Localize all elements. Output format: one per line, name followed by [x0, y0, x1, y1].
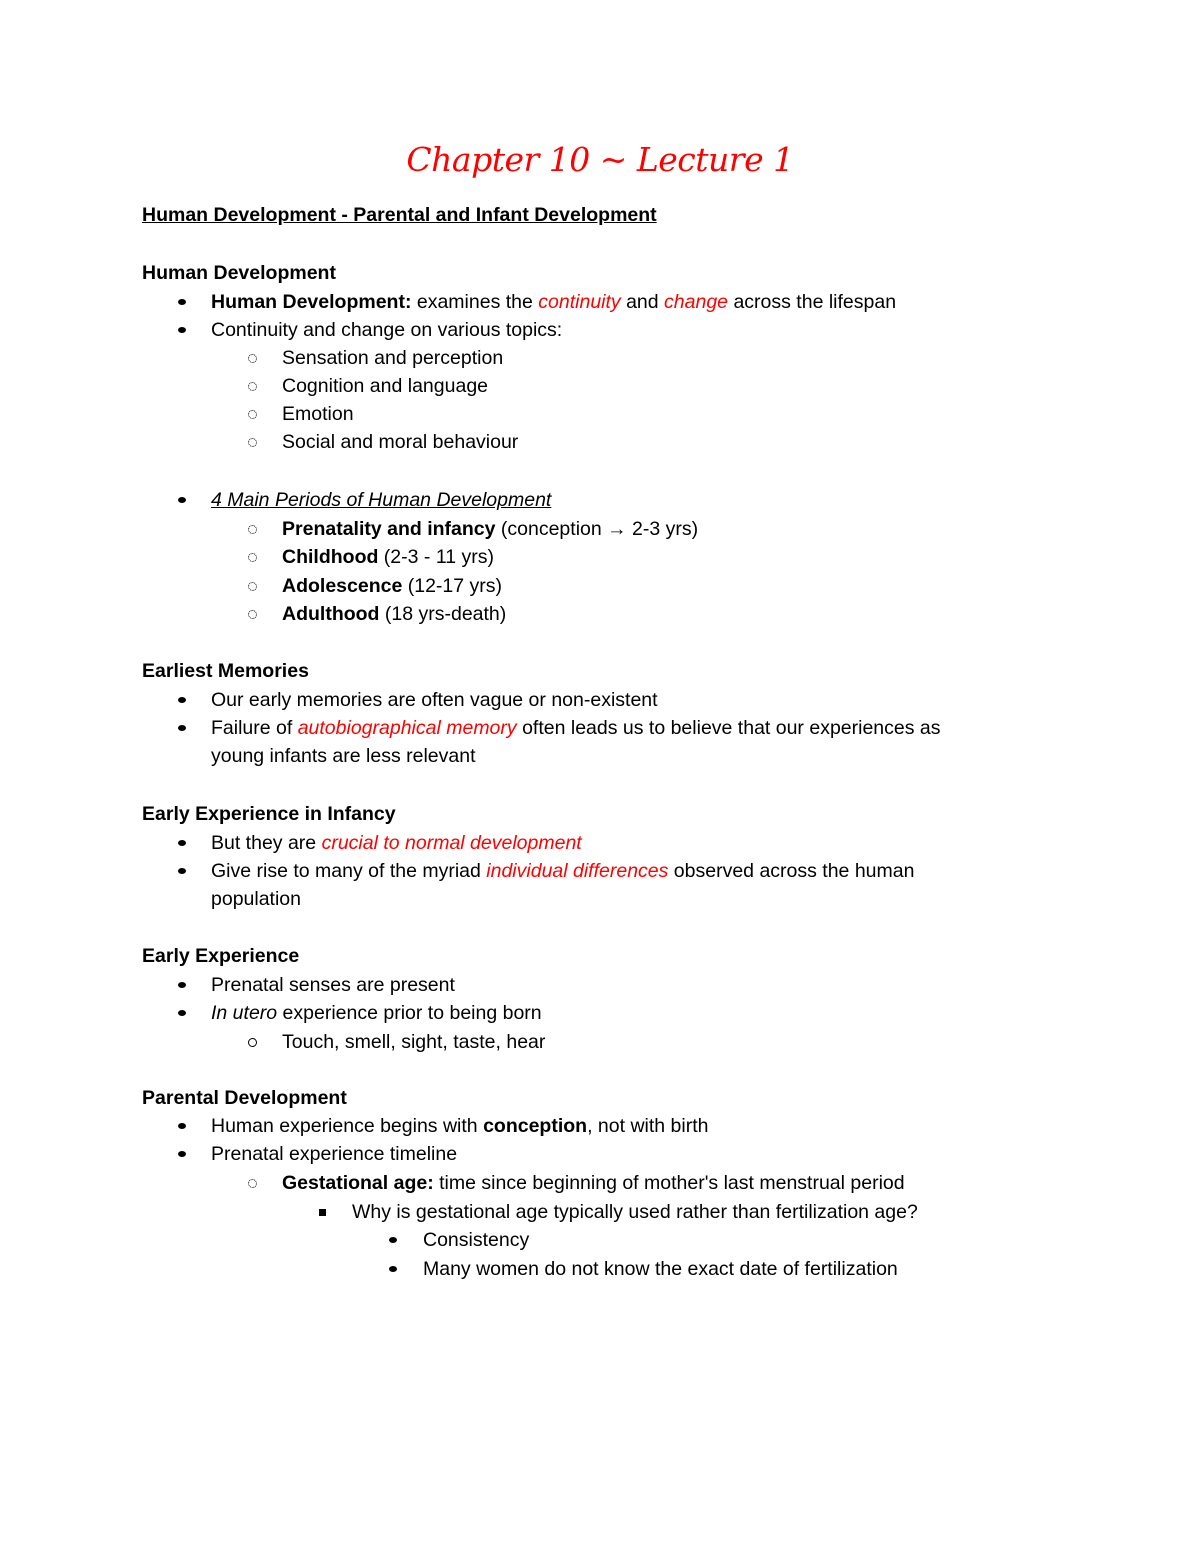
bullet-dot-icon	[175, 486, 189, 514]
bullet-dot-icon	[175, 829, 189, 857]
bullet-dot-icon	[175, 1112, 189, 1140]
list-item: Childhood (2-3 - 11 yrs)	[282, 546, 494, 568]
list-item-continuation: young infants are less relevant	[211, 745, 476, 767]
bullet-ring-icon	[245, 372, 259, 400]
bullet-ring-icon	[245, 344, 259, 372]
list-item: Many women do not know the exact date of fertilization	[423, 1258, 898, 1280]
bullet-circle-icon	[245, 1028, 259, 1056]
bullet-dot-icon	[386, 1255, 400, 1283]
list-item: Adolescence (12-17 yrs)	[282, 575, 503, 597]
section-heading-early-experience: Early Experience	[142, 945, 300, 967]
page-title: Chapter 10 ~ Lecture 1	[406, 140, 794, 179]
bullet-dot-icon	[386, 1226, 400, 1254]
list-item: Human Development: examines the continuity and change across the lifespan	[211, 291, 897, 313]
bullet-dot-icon	[175, 971, 189, 999]
bullet-ring-icon	[245, 1169, 259, 1197]
bullet-dot-icon	[175, 316, 189, 344]
bullet-ring-icon	[245, 400, 259, 428]
list-item: Human experience begins with conception, not with birth	[211, 1115, 709, 1137]
list-item: Continuity and change on various topics:	[211, 319, 563, 341]
list-item: Prenatal senses are present	[211, 974, 455, 996]
bullet-dot-icon	[175, 857, 189, 885]
bullet-dot-icon	[175, 686, 189, 714]
list-item-continuation: population	[211, 888, 301, 910]
bullet-ring-icon	[245, 515, 259, 543]
bullet-dot-icon	[175, 1140, 189, 1168]
list-item: Gestational age: time since beginning of mother's last menstrual period	[282, 1172, 905, 1194]
list-item: Cognition and language	[282, 375, 489, 397]
bullet-dot-icon	[175, 714, 189, 742]
list-item: Prenatality and infancy (conception → 2-3 yrs)	[282, 518, 699, 540]
list-item: Failure of autobiographical memory often leads us to believe that our experiences as	[211, 717, 941, 739]
list-item: Our early memories are often vague or non-existent	[211, 689, 658, 711]
list-item: Why is gestational age typically used rather than fertilization age?	[352, 1201, 918, 1223]
list-item: Touch, smell, sight, taste, hear	[282, 1031, 546, 1053]
bullet-ring-icon	[245, 428, 259, 456]
list-item: In utero experience prior to being born	[211, 1002, 542, 1024]
bullet-square-icon	[315, 1198, 329, 1226]
section-heading-early-experience-infancy: Early Experience in Infancy	[142, 803, 396, 825]
section-heading-human-development: Human Development	[142, 262, 336, 284]
list-item: 4 Main Periods of Human Development	[211, 489, 552, 511]
bullet-dot-icon	[175, 288, 189, 316]
bullet-ring-icon	[245, 572, 259, 600]
bullet-dot-icon	[175, 999, 189, 1027]
list-item: Consistency	[423, 1229, 530, 1251]
list-item: Sensation and perception	[282, 347, 504, 369]
section-heading-earliest-memories: Earliest Memories	[142, 660, 309, 682]
list-item: Social and moral behaviour	[282, 431, 519, 453]
section-heading-parental-development: Parental Development	[142, 1087, 347, 1109]
list-item: Give rise to many of the myriad individual differences observed across the human	[211, 860, 915, 882]
bullet-ring-icon	[245, 543, 259, 571]
bullet-ring-icon	[245, 600, 259, 628]
list-item: But they are crucial to normal development	[211, 832, 582, 854]
list-item: Prenatal experience timeline	[211, 1143, 458, 1165]
list-item: Adulthood (18 yrs-death)	[282, 603, 507, 625]
page-subtitle: Human Development - Parental and Infant Development	[142, 204, 657, 226]
list-item: Emotion	[282, 403, 354, 425]
